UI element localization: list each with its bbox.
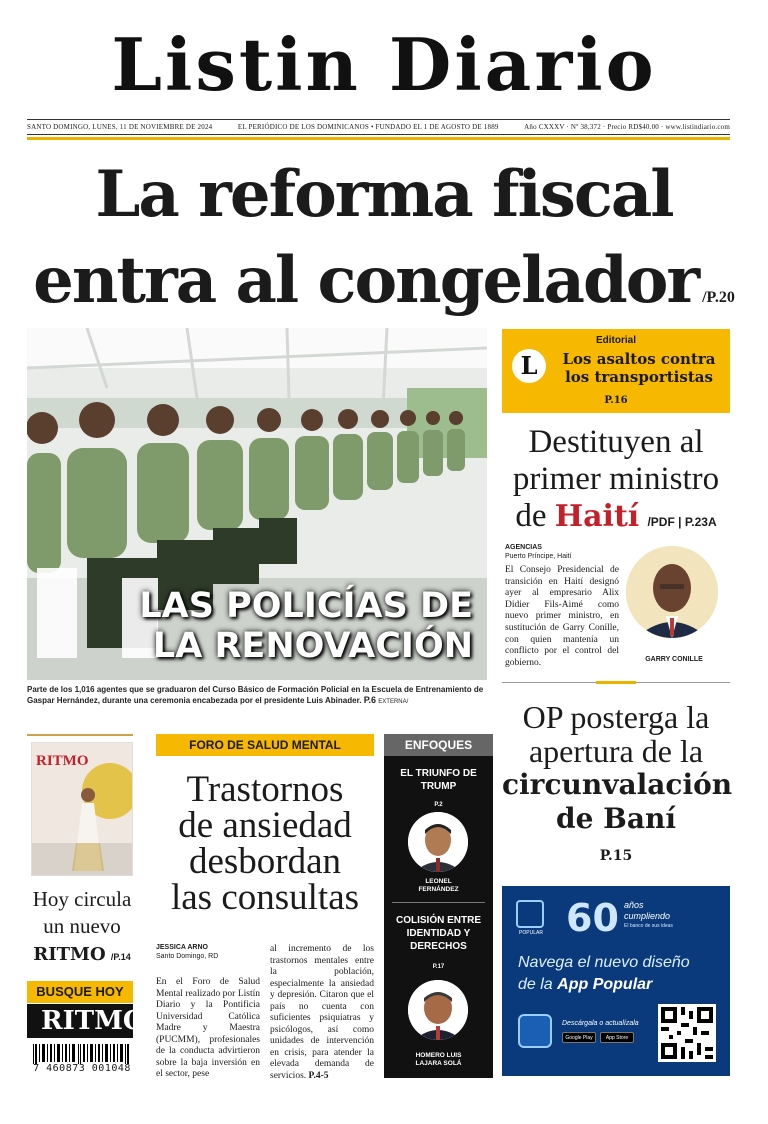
foro-page-ref: P.4-5 <box>308 1070 329 1081</box>
haiti-page-ref: /PDF | P.23A <box>647 515 717 529</box>
popular-ad[interactable]: POPULAR 60 años cumpliendo El banco de sus ideas Navega el nuevo diseño de la App Popular Descárgala o actualízala Google Play App Store <box>502 886 730 1076</box>
caption-credit: EXTERNA/ <box>378 699 409 705</box>
ad-download-text: Descárgala o actualízala <box>562 1020 639 1027</box>
haiti-headline[interactable]: Destituyen al primer ministro de Haití /PDF | P.23A <box>512 424 720 534</box>
foro-byline: JESSICA ARNO <box>156 944 208 951</box>
foro-body-col-1: En el Foro de Salud Mental realizado por Listín Diario y la Pontificia Universidad Católica Madre y Maestra (PUCMM), profesionales de la conducta advirtieron sobre la baja inversión en el sector, pese <box>156 977 260 1079</box>
haiti-body: El Consejo Presidencial de transición en Haití designó ayer al empresario Alix Didier Fils-Aimé como nuevo primer ministro, en sustitución de Garry Conille, con quien mantenía un conflicto por el control del gobierno. <box>505 565 619 668</box>
dateline-edition: Año CXXXV · Nº 38,372 · Precio RD$40.00 · www.listindiario.com <box>524 123 730 131</box>
popular-logo-icon <box>516 900 544 928</box>
editorial-title: Los asaltos contra los transportistas <box>562 350 716 386</box>
foro-place: Santo Domingo, RD <box>156 953 219 960</box>
popular-logo-text: POPULAR <box>519 930 543 936</box>
enfoques-divider <box>392 902 485 903</box>
garry-conille-portrait <box>626 546 718 638</box>
masthead-rule <box>27 137 730 140</box>
op-headline[interactable]: OP posterga la apertura de la circunvalación de Baní <box>502 699 733 835</box>
google-play-badge[interactable]: Google Play <box>562 1032 596 1043</box>
enfoques-title-2[interactable]: COLISIÓN ENTRE IDENTIDAD Y DERECHOS <box>395 915 481 952</box>
portrait-caption: GARRY CONILLE <box>645 656 703 663</box>
ritmo-cover-image[interactable] <box>31 742 133 876</box>
enfoques-page-1: P.2 <box>434 802 443 808</box>
section-divider-accent <box>596 681 636 684</box>
enfoques-title-1[interactable]: EL TRIUNFO DE TRUMP <box>400 768 477 792</box>
caption-page-ref: P.6 <box>363 695 377 705</box>
ad-sixty: 60 <box>566 896 619 940</box>
photo-title-line-2: LA RENOVACIÓN <box>152 626 473 666</box>
op-page-ref: P.15 <box>599 848 633 864</box>
photo-overlay-title <box>139 586 473 666</box>
editorial-box[interactable] <box>502 329 730 413</box>
enfoques-column: ENFOQUES EL TRIUNFO DE TRUMP P.2 LEONEL FERNÁNDEZ COLISIÓN ENTRE IDENTIDAD Y DERECHOS P.17 HOMERO LUIS LAJARA SOLÁ <box>384 734 493 1078</box>
app-icon <box>518 1014 552 1048</box>
enfoques-label: ENFOQUES <box>384 734 493 756</box>
busque-hoy-banner: BUSQUE HOY <box>27 981 133 1003</box>
photo-caption: Parte de los 1,016 agentes que se graduaron del Curso Básico de Formación Policial en la Escuela de Entrenamiento de Gaspar Hernández, durante una ceremonia encabezada por el presidente Luis Abinader. P.6 EXTERNA/ <box>27 685 484 705</box>
haiti-place: Puerto Príncipe, Haití <box>505 553 572 560</box>
headline-line-1: La reforma fiscal <box>95 157 673 232</box>
ad-message-line-2: de la App Popular <box>518 976 653 993</box>
app-store-badge[interactable]: App Store <box>600 1032 634 1043</box>
headline-page-ref: /P.20 <box>702 289 735 306</box>
enfoques-page-2: P.17 <box>432 964 445 970</box>
ad-message-line-1: Navega el nuevo diseño <box>518 954 690 971</box>
ritmo-logo: RITMO <box>27 1004 133 1038</box>
leonel-fernandez-portrait <box>408 812 468 872</box>
main-photo[interactable] <box>27 328 487 680</box>
main-headline[interactable] <box>20 152 748 341</box>
dateline <box>27 119 730 135</box>
photo-title-line-1: LAS POLICÍAS DE <box>139 586 473 626</box>
foro-headline[interactable]: Trastornos de ansiedad desbordan las consultas <box>170 769 360 918</box>
haiti-highlight: Haití <box>554 499 640 534</box>
foro-salud-label: FORO DE SALUD MENTAL <box>156 734 374 756</box>
editorial-page-ref: P.16 <box>604 395 628 406</box>
homero-lajara-portrait <box>408 980 468 1040</box>
qr-code-icon[interactable] <box>658 1004 716 1062</box>
listin-l-logo-icon: L <box>512 349 546 383</box>
headline-line-2: entra al congelador /P.20 <box>33 243 735 318</box>
svg-text:RITMO: RITMO <box>36 753 89 769</box>
masthead-logo: Listin Diario <box>111 22 657 107</box>
haiti-byline: AGENCIAS <box>505 544 542 551</box>
foro-body-col-2: al incremento de los trastornos mentales entre la población, especialmente la ansiedad y depresión. Citaron que el país no cuenta con suficientes psiquiatras y psicólogos, así como unidades de intervención en crisis, para atender la elevada demanda de servicios. P.4-5 <box>270 944 374 1081</box>
editorial-label: Editorial <box>595 335 636 346</box>
barcode-number: 7 460873 001048 <box>33 1063 131 1074</box>
dateline-date: SANTO DOMINGO, LUNES, 11 DE NOVIEMBRE DE 2024 <box>27 123 213 131</box>
ritmo-promo[interactable]: Hoy circula un nuevo RITMO /P.14 <box>32 887 132 965</box>
dateline-tagline: EL PERIÓDICO DE LOS DOMINICANOS • FUNDADO EL 1 DE AGOSTO DE 1889 <box>237 123 499 131</box>
ritmo-divider <box>27 734 133 736</box>
